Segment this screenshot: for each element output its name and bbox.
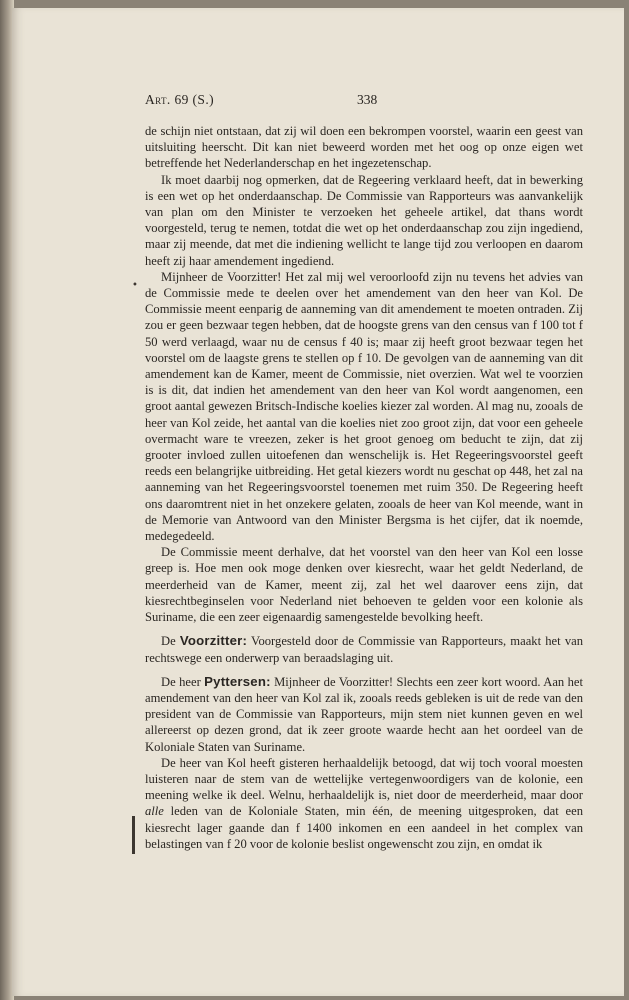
margin-line [132, 816, 135, 854]
running-header [145, 92, 583, 110]
emphasis-text: alle [145, 804, 164, 819]
text-segment: leden van de Koloniale Staten, min één, de meening uitgesproken, dat een kiesrecht lager gaande dan f 1400 inkomen en een aandeel in het complex van belastingen van f 20 voor de kolonie beslist ongewenscht zou zijn, en omdat ik [145, 804, 583, 851]
speaker-name: Pyttersen: [204, 673, 271, 689]
speech-text: Voorgesteld door de Commissie van Rapporteurs, maakt het van rechtswege een onderwerp van beraadslaging uit. [145, 634, 584, 665]
book-page [12, 8, 624, 996]
page-content [145, 92, 583, 852]
speech-text: Mijnheer de Voorzitter! Slechts een zeer kort woord. Aan het amendement van den heer van Kol zal ik, zooals reeds gebleken is uit de rede van den president van de Commissie van Rapporteurs, mijn stem niet kunnen geven en wel allereerst op dezen grond, dat ik zeer groote waarde hecht aan het oordeel van de Koloniale Staten van Suriname. [145, 674, 583, 754]
paragraph: de schijn niet ontstaan, dat zij wil doen een bekrompen voorstel, waarin een geest van uitsluiting heerscht. Dit kan niet beweerd worden met het oog op onze eigen wet betreffende het Nederlanderschap en het ingezetenschap. [145, 124, 583, 171]
speaker-name: Voorzitter: [179, 633, 248, 649]
paragraph: De Commissie meent derhalve, dat het voorstel van den heer van Kol een losse greep is. Hoe men ook moge denken over kiesrecht, waar het geldt Nederland, de meerderheid van de Kamer, meent zij, zal het wel daarover eens zijn, dat kiesrechtbeginselen voor Nederland niet behoeven te gelden voor een kolonie als Suriname, die een zeer eigenaardig samengestelde bevolking heeft. [145, 545, 583, 625]
text-segment: De heer van Kol heeft gisteren herhaaldelijk betoogd, dat wij toch vooral moesten luisteren naar de stem van de wettelijke vertegenwoordigers van de kolonie, een meening welke ik deel. Welnu, herhaaldelijk is, niet door de meerderheid, maar door [145, 755, 583, 803]
speaker-prefix: De [161, 634, 180, 649]
paragraph [145, 755, 583, 852]
page-number: 338 [357, 92, 378, 107]
speaker-paragraph [145, 674, 583, 755]
paragraph: Ik moet daarbij nog opmerken, dat de Regeering verklaard heeft, dat in bewerking is een wet op het onderdaanschap. De Commissie van Rapporteurs was aanvankelijk van plan om den Minister te verzoeken het geheele artikel, dat thans wordt voorgesteld, terug te nemen, totdat die wet op het onderdaanschap zou zijn ingediend, maar zij meende, dat met die indiening wellicht te lange tijd zou verloopen en daarom heeft zij haar amendement ingediend. [145, 172, 583, 268]
paragraph: Mijnheer de Voorzitter! Het zal mij wel veroorloofd zijn nu tevens het advies van de Commissie mede te deelen over het amendement van den heer van Kol. De Commissie meent eenparig de aanneming van dit amendement te moeten ontraden. Zij zou er geen bezwaar tegen hebben, dat de hoogste grens van den census van f 100 tot f 50 werd verlaagd, waar nu de census f 40 is; maar zij heeft groot bezwaar tegen het voorstel om de laagste grens te stellen op f 10. De gevolgen van de aanneming van dit amendement kan de Kamer, meent de Commissie, niet overzien. Wat wel te voorzien is is dit, dat indien het amendement van den heer van Kol wordt aangenomen, een groot aantal gewezen Britsch-Indische koelies kiezer zal worden. Al mag nu, zooals de heer van Kol zeide, het aantal van die koelies niet zoo groot zijn, dat voor een geheele overmacht ware te vreezen, zeker is het groot genoeg om beducht te zijn, dat zij grooter invloed zullen uitoefenen dan wenschelijk is. Het Regeeringsvoorstel geeft reeds een belangrijke uitbreiding. Het getal kiezers wordt nu geschat op 448, het zal na aanneming van het Regeeringsvoorstel toenemen met ruim 350. De Regeering heeft ons daaromtrent niet in het onzekere gelaten, zooals de heer van Kol meende, want in de Memorie van Antwoord van den Minister Bergsma is het cijfer, dat ik noemde, medegedeeld. [145, 269, 583, 544]
speaker-paragraph [145, 633, 583, 665]
body-text [145, 123, 583, 852]
margin-dot: • [132, 280, 138, 291]
article-reference: Art. 69 (S.) [145, 92, 215, 107]
speaker-prefix: De heer [161, 674, 205, 689]
